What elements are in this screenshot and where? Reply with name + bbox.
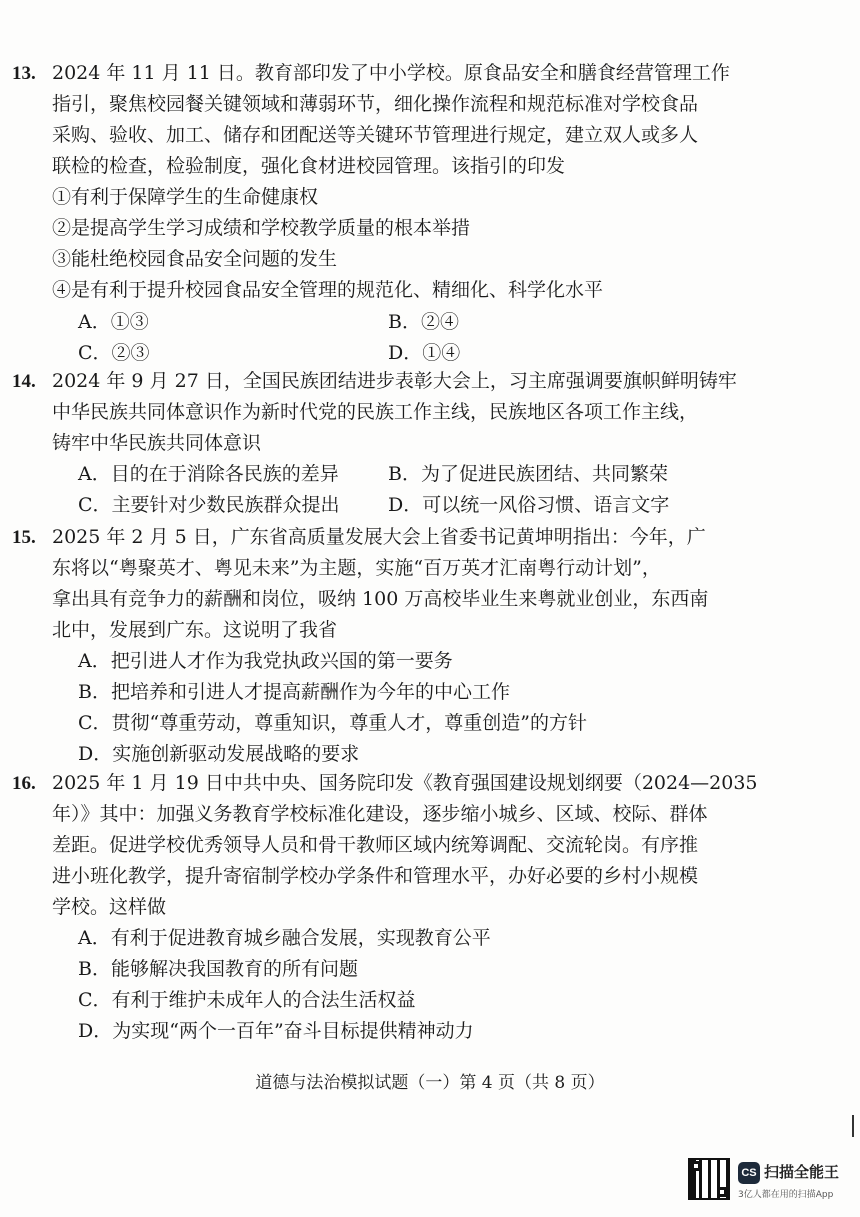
option-d: D．为实现“两个一百年”奋斗目标提供精神动力 xyxy=(78,1020,474,1042)
question-stem-line: 年）》其中：加强义务教育学校标准化建设，逐步缩小城乡、区域、校际、群体 xyxy=(52,803,708,825)
option-b: B．②④ xyxy=(388,311,459,333)
option-b: B．把培养和引进人才提高薪酬作为今年的中心工作 xyxy=(78,681,510,703)
question-stem-line: 采购、验收、加工、储存和团配送等关键环节管理进行规定，建立双人或多人 xyxy=(52,124,699,146)
option-b: B．能够解决我国教育的所有问题 xyxy=(78,958,358,980)
qr-code-icon xyxy=(688,1158,730,1200)
option-a: A．把引进人才作为我党执政兴国的第一要务 xyxy=(78,650,453,672)
option-a: A．有利于促进教育城乡融合发展，实现教育公平 xyxy=(78,927,491,949)
option-c: C．②③ xyxy=(78,342,150,364)
question-stem-line: 中华民族共同体意识作为新时代党的民族工作主线，民族地区各项工作主线， xyxy=(52,401,699,423)
statement-1: ①有利于保障学生的生命健康权 xyxy=(52,186,319,208)
option-b: B．为了促进民族团结、共同繁荣 xyxy=(388,463,668,485)
scanner-watermark xyxy=(688,1158,848,1204)
question-number: 16. xyxy=(12,773,36,794)
page-footer: 道德与法治模拟试题（一）第 4 页（共 8 页） xyxy=(255,1073,605,1093)
question-stem-line: 拿出具有竞争力的薪酬和岗位，吸纳 100 万高校毕业生来粤就业创业，东西南 xyxy=(52,588,709,610)
option-a: A．①③ xyxy=(78,311,149,333)
statement-4: ④是有利于提升校园食品安全管理的规范化、精细化、科学化水平 xyxy=(52,279,604,301)
question-stem-line: 铸牢中华民族共同体意识 xyxy=(52,432,262,454)
option-c: C．有利于维护未成年人的合法生活权益 xyxy=(78,989,416,1011)
option-d: D．可以统一风俗习惯、语言文字 xyxy=(388,494,670,516)
question-number: 13. xyxy=(12,63,36,84)
option-d: D．实施创新驱动发展战略的要求 xyxy=(78,743,360,765)
option-d: D．①④ xyxy=(388,342,461,364)
option-c: C．贯彻“尊重劳动，尊重知识，尊重人才，尊重创造”的方针 xyxy=(78,712,587,734)
scanner-tagline: 3亿人都在用的扫描App xyxy=(738,1190,834,1200)
option-c: C．主要针对少数民族群众提出 xyxy=(78,494,340,516)
question-stem-line: 2024 年 9 月 27 日，全国民族团结进步表彰大会上，习主席强调要旗帜鲜明铸牢 xyxy=(52,370,737,392)
question-stem-line: 联检的检查，检验制度，强化食材进校园管理。该指引的印发 xyxy=(52,155,566,177)
question-stem-line: 2025 年 2 月 5 日，广东省高质量发展大会上省委书记黄坤明指出：今年，广 xyxy=(52,526,706,548)
scanner-app-name: 扫描全能王 xyxy=(764,1163,840,1181)
question-stem-line: 进小班化教学，提升寄宿制学校办学条件和管理水平，办好必要的乡村小规模 xyxy=(52,865,699,887)
question-stem-line: 北中，发展到广东。这说明了我省 xyxy=(52,619,338,641)
question-stem-line: 指引，聚焦校园餐关键领域和薄弱环节，细化操作流程和规范标准对学校食品 xyxy=(52,93,699,115)
question-stem-line: 2024 年 11 月 11 日。教育部印发了中小学校。原食品安全和膳食经营管理工作 xyxy=(52,62,730,84)
option-a: A．目的在于消除各民族的差异 xyxy=(78,463,339,485)
camscanner-logo: CS xyxy=(738,1162,760,1184)
question-stem-line: 学校。这样做 xyxy=(52,896,167,918)
scan-edge-mark xyxy=(852,1115,854,1137)
statement-3: ③能杜绝校园食品安全问题的发生 xyxy=(52,248,338,270)
question-stem-line: 东将以“粤聚英才、粤见未来”为主题，实施“百万英才汇南粤行动计划”， xyxy=(52,557,661,579)
question-stem-line: 2025 年 1 月 19 日中共中央、国务院印发《教育强国建设规划纲要（2024—2035 xyxy=(52,772,758,794)
question-number: 14. xyxy=(12,371,36,392)
question-number: 15. xyxy=(12,527,36,548)
statement-2: ②是提高学生学习成绩和学校教学质量的根本举措 xyxy=(52,217,471,239)
question-stem-line: 差距。促进学校优秀领导人员和骨干教师区域内统筹调配、交流轮岗。有序推 xyxy=(52,834,699,856)
